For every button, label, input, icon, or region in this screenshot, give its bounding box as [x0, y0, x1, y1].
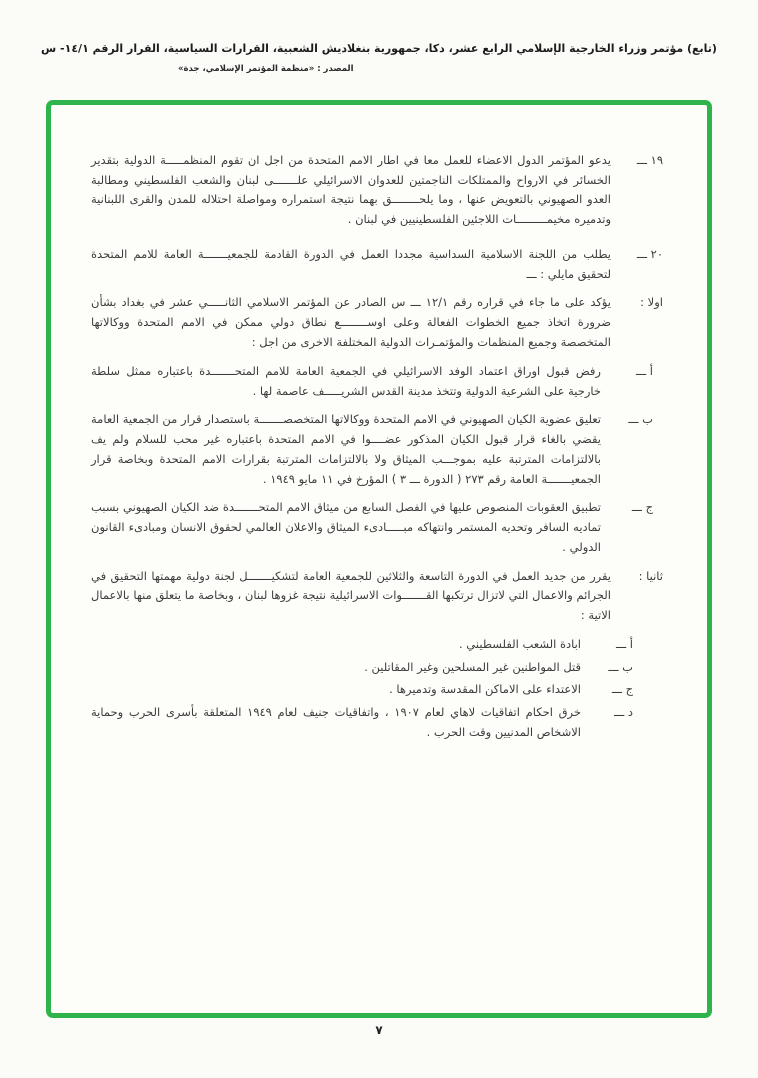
page-number: ٧	[375, 1022, 383, 1037]
list-item-c	[91, 680, 633, 700]
paragraph-text: يدعو المؤتمر الدول الاعضاء للعمل معا في اطار الامم المتحدة من اجل ان تقوم المنظمـــــة الدولية بتقدير الخسائر في الارواح والممتلكات الناجمتين للعدوان الاسرائيلي علـــــــى لبنان والشعب الفلسطيني ومطالبة العدو الصهيوني بالتعويض عنها ، وما يلحــــــــق بهما نتيجة استمراره ومواصلة احتلاله للمدن والقرى اللبنانية وتدميره مخيمـــــــــات اللاجئين الفلسطينيين في لبنان .	[91, 152, 611, 227]
paragraph-text: قتل المواطنين غير المسلحين وغير المقاتلين .	[364, 659, 581, 674]
content-highlight-frame	[46, 100, 712, 1018]
paragraph-marker: ج ـــ	[631, 500, 653, 515]
paragraph-marker: ثانيا :	[638, 568, 663, 583]
paragraph-marker: اولا :	[640, 295, 663, 310]
document-title: (تابع) مؤتمر وزراء الخارجية الإسلامي الرابع عشر، دكا، جمهورية بنغلاديش الشعبية، القرارات السياسية، القرار الرقم ١٤/١- س	[41, 42, 717, 55]
subparagraph-c	[91, 498, 653, 557]
page-footer	[0, 1023, 758, 1037]
paragraph-text: الاعتداء على الاماكن المقدسة وتدميرها .	[389, 682, 581, 697]
list-item-b	[91, 658, 633, 678]
paragraph-marker: أ ـــ	[616, 636, 633, 651]
paragraph-text: يقرر من جديد العمل في الدورة التاسعة والثلاثين للجمعية العامة لتشكيـــــــل لجنة دولية مهمتها التحقيق في الجرائم والاعمال التي لاتزال ترتكبها القـــــــوات الاسرائيلية نتيجة غزوها لبنان ، وبخاصة ما يتعلق منها بالاعمال الاتية :	[91, 568, 611, 623]
source-line: المصدر : «منظمة المؤتمر الإسلامي، جدة»	[178, 63, 354, 74]
paragraph-first	[91, 293, 663, 352]
paragraph-second	[91, 567, 663, 626]
paragraph-text: يؤكد على ما جاء في قراره رقم ١٢/١ ـــ س الصادر عن المؤتمر الاسلامي الثانـــــي عشر في بغداد بشأن ضرورة اتخاذ جميع الخطوات الفعالة وعلى اوســــــــع نطاق دولي ممكن في الامم المتحدة ووكالاتها المتخصصة وجميع المنظمات والمؤتمـرات الدولية المختلفة الاخرى من اجل :	[91, 295, 611, 349]
paragraph-marker: ب ـــ	[628, 412, 653, 427]
page-header	[0, 0, 758, 74]
paragraph-marker: د ـــ	[614, 705, 633, 720]
paragraph-20	[91, 245, 663, 285]
paragraph-19	[91, 151, 663, 230]
paragraph-text: يطلب من اللجنة الاسلامية السداسية مجددا العمل في الدورة القادمة للجمعيـــــــة العامة للامم المتحدة لتحقيق مايلي : ـــ	[91, 246, 611, 281]
paragraph-marker: ج ـــ	[611, 682, 633, 697]
list-item-a	[91, 635, 633, 655]
scanned-document-body	[51, 105, 707, 1013]
paragraph-text: رفض قبول اوراق اعتماد الوفد الاسرائيلي في الجمعية العامة للامم المتحـــــــدة باعتباره ممثل سلطة خارجية على الشرعية الدولية وتتخذ مدينة القدس الشريـــــف عاصمة لها .	[91, 363, 601, 398]
paragraph-marker: ب ـــ	[608, 659, 633, 674]
paragraph-text: ابادة الشعب الفلسطيني .	[458, 636, 581, 651]
paragraph-text: تطبيق العقوبات المنصوص عليها في الفصل السابع من ميثاق الامم المتحـــــــدة ضد الكيان الصهيوني بسبب تماديه السافر وتحديه المستمر وانتهاكه مبـــــادىء الميثاق والاعلان العالمي لحقوق الانسان ومبادىء القانون الدولي .	[91, 500, 601, 554]
subparagraph-b	[91, 410, 653, 489]
paragraph-text: خرق احكام اتفاقيات لاهاي لعام ١٩٠٧ ، واتفاقيات جنيف لعام ١٩٤٩ المتعلقة بأسرى الحرب وحماية الاشخاص المدنيين وقت الحرب .	[91, 705, 581, 739]
paragraph-marker: ٢٠ ـــ	[636, 246, 663, 261]
paragraph-marker: ١٩ ـــ	[636, 152, 663, 167]
list-item-d	[91, 703, 633, 743]
paragraph-marker: أ ـــ	[636, 363, 653, 378]
subparagraph-a	[91, 362, 653, 402]
paragraph-text: تعليق عضوية الكيان الصهيوني في الامم المتحدة ووكالاتها المتخصصـــــــة باستصدار قرار من الجمعية العامة يقضي بالغاء قرار قبول الكيان المذكور عضــــوا في الامم المتحدة باعتباره غير محب للسلام ولم يف بالالتزامات المترتبة عليه بموجـــب الميثاق ولا بالالتزامات المترتبة بقرارات الامم المتحدة وبخاصة قرار الجمعيـــــــة العامة رقم ٢٧٣ ( الدورة ـــ ٣ ) المؤرخ في ١١ مايو ١٩٤٩ .	[91, 412, 601, 486]
